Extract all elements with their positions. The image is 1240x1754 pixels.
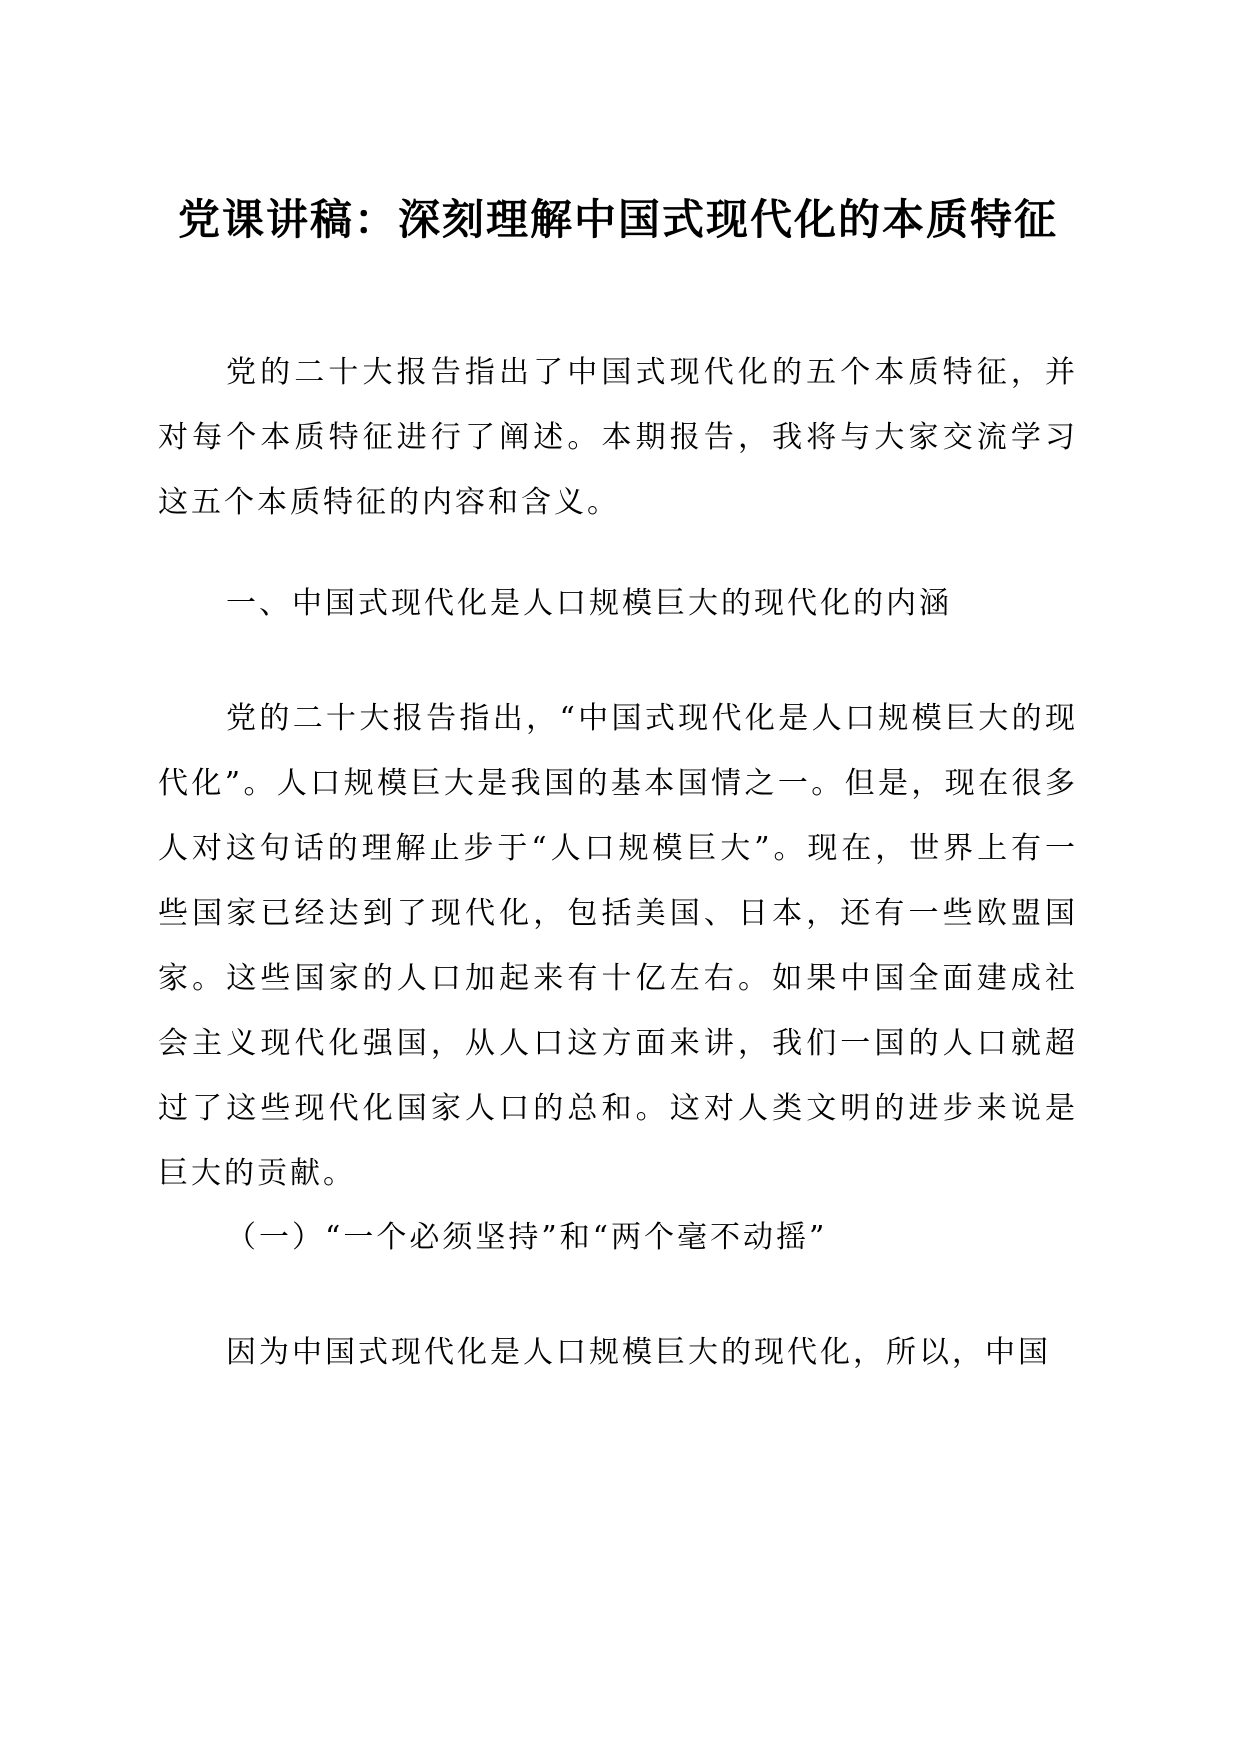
section-1-paragraph: 党的二十大报告指出，“中国式现代化是人口规模巨大的现代化”。人口规模巨大是我国的基本国情之一。但是，现在很多人对这句话的理解止步于“人口规模巨大”。现在，世界上有一些国家已经达到了现代化，包括美国、日本，还有一些欧盟国家。这些国家的人口加起来有十亿左右。如果中国全面建成社会主义现代化强国，从人口这方面来讲，我们一国的人口就超过了这些现代化国家人口的总和。这对人类文明的进步来说是巨大的贡献。 xyxy=(158,701,1078,1191)
section-1-heading: 一、中国式现代化是人口规模巨大的现代化的内涵 xyxy=(226,586,952,621)
document-title: 党课讲稿：深刻理解中国式现代化的本质特征 xyxy=(177,195,1058,244)
subsection-1-paragraph: 因为中国式现代化是人口规模巨大的现代化，所以，中国 xyxy=(226,1335,1051,1370)
subsection-1-heading: （一）“一个必须坚持”和“两个毫不动摇” xyxy=(226,1220,828,1255)
intro-paragraph: 党的二十大报告指出了中国式现代化的五个本质特征，并对每个本质特征进行了阐述。本期报告，我将与大家交流学习这五个本质特征的内容和含义。 xyxy=(158,355,1078,520)
